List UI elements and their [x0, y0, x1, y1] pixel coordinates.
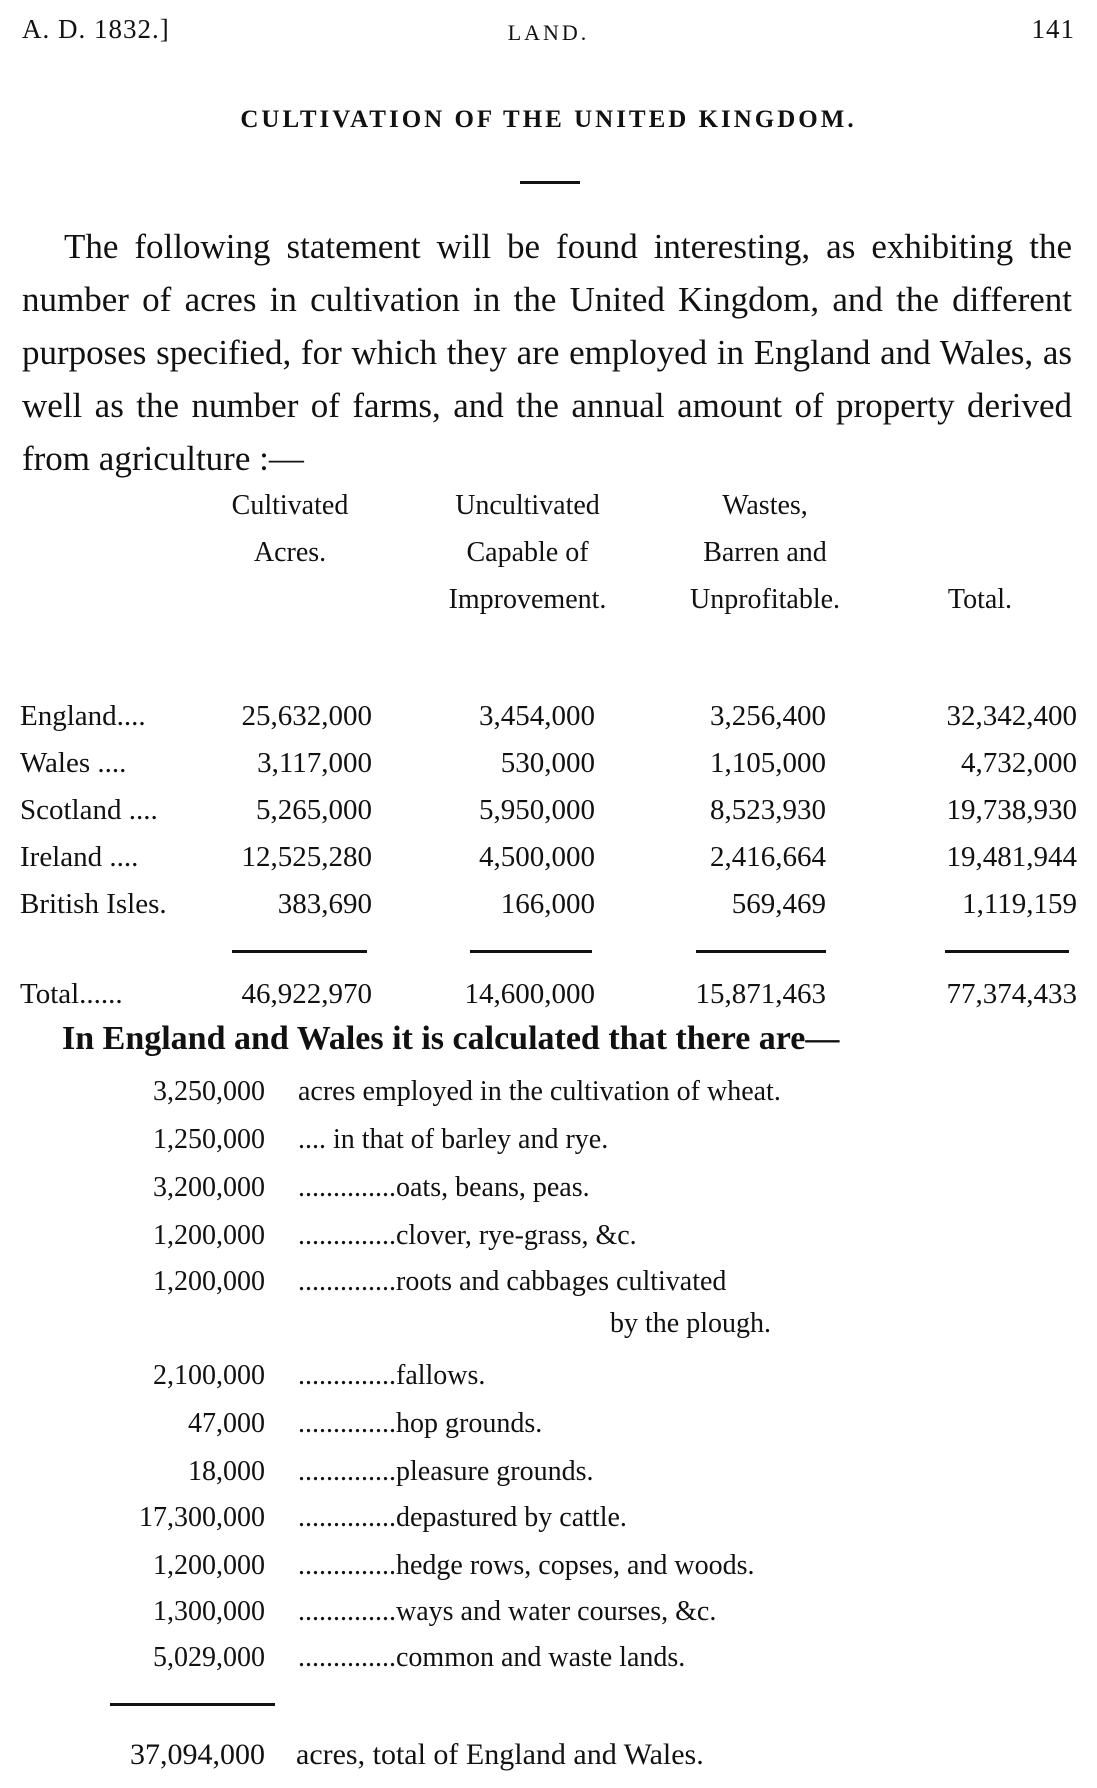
header-line: Total. — [947, 584, 1013, 615]
uncultivated-value: 166,000 — [500, 888, 595, 920]
header-line: Unprofitable. — [689, 584, 841, 615]
list-item — [0, 1596, 1097, 1644]
list-item — [0, 1550, 1097, 1598]
list-item — [0, 1456, 1097, 1504]
table-row — [0, 888, 1097, 934]
page-title: CULTIVATION OF THE UNITED KINGDOM. — [240, 106, 857, 133]
column-header-total — [880, 576, 1080, 623]
acre-value: 3,200,000 — [153, 1172, 265, 1203]
intro-paragraph: The following statement will be found interesting, as exhibiting the number of acres in cultivation in the United Kingdom, and the different purposes specified, for which they are employed in England and Wales, as well as the number of farms, and the annual amount of property derived from agriculture :— — [22, 227, 1072, 478]
list-item — [0, 1642, 1097, 1690]
table-row — [0, 700, 1097, 746]
wastes-value: 1,105,000 — [710, 747, 826, 779]
acre-value: 1,200,000 — [153, 1550, 265, 1581]
uncultivated-value: 4,500,000 — [479, 841, 595, 873]
uncultivated-value: 5,950,000 — [479, 794, 595, 826]
total-value: 19,738,930 — [946, 794, 1077, 826]
row-label: Wales .... — [20, 747, 127, 779]
uncultivated-value: 14,600,000 — [464, 978, 595, 1010]
table-total-row — [0, 978, 1097, 1024]
header-line: Acres. — [253, 537, 327, 568]
column-header-cultivated — [190, 482, 390, 576]
list-item — [0, 1502, 1097, 1550]
table-row — [0, 841, 1097, 887]
list-item — [0, 1360, 1097, 1408]
acre-purpose: ..............hop grounds. — [298, 1408, 543, 1439]
running-header-date: A. D. 1832.] — [22, 14, 170, 44]
acre-purpose: ..............clover, rye-grass, &c. — [298, 1220, 637, 1251]
acre-value: 3,250,000 — [153, 1076, 265, 1107]
table-row — [0, 794, 1097, 840]
cultivated-value: 25,632,000 — [241, 700, 372, 732]
acre-value: 1,300,000 — [153, 1596, 265, 1627]
header-line: Cultivated — [231, 490, 349, 521]
header-line: Uncultivated — [455, 490, 600, 521]
acre-purpose: ..............oats, beans, peas. — [298, 1172, 590, 1203]
acre-purpose: ..............common and waste lands. — [298, 1642, 686, 1673]
acre-value: 1,250,000 — [153, 1124, 265, 1155]
cultivated-value: 3,117,000 — [257, 747, 372, 779]
list-item — [0, 1172, 1097, 1220]
acre-purpose: .... in that of barley and rye. — [298, 1124, 609, 1155]
table-row — [0, 747, 1097, 793]
column-header-uncultivated — [405, 482, 650, 623]
wastes-value: 3,256,400 — [710, 700, 826, 732]
summary-value: 37,094,000 — [130, 1738, 265, 1771]
sum-rule — [110, 1703, 275, 1706]
acre-value: 1,200,000 — [153, 1266, 265, 1297]
list-item — [0, 1124, 1097, 1172]
list-item — [0, 1220, 1097, 1268]
header-line: Capable of — [466, 537, 589, 568]
acre-purpose: acres employed in the cultivation of wheat. — [298, 1076, 781, 1107]
acre-purpose: ..............roots and cabbages cultivated — [298, 1266, 727, 1297]
acre-purpose: ..............hedge rows, copses, and woods. — [298, 1550, 755, 1581]
wastes-value: 569,469 — [731, 888, 826, 920]
acre-value: 1,200,000 — [153, 1220, 265, 1251]
total-value: 4,732,000 — [961, 747, 1077, 779]
cultivated-value: 46,922,970 — [241, 978, 372, 1010]
wastes-value: 15,871,463 — [695, 978, 826, 1010]
total-value: 32,342,400 — [946, 700, 1077, 732]
acre-purpose: ..............ways and water courses, &c. — [298, 1596, 717, 1627]
uncultivated-value: 530,000 — [500, 747, 595, 779]
total-value: 77,374,433 — [946, 978, 1077, 1010]
header-line: Wastes, — [722, 490, 808, 521]
running-header-section: LAND. — [507, 20, 590, 45]
uncultivated-value: 3,454,000 — [479, 700, 595, 732]
wastes-value: 2,416,664 — [710, 841, 826, 873]
sum-rule — [945, 950, 1069, 953]
title-divider — [520, 181, 580, 184]
list-item — [0, 1408, 1097, 1456]
acre-value: 5,029,000 — [153, 1642, 265, 1673]
acre-purpose: ..............pleasure grounds. — [298, 1456, 594, 1487]
acre-value: 17,300,000 — [139, 1502, 265, 1533]
cultivated-value: 5,265,000 — [256, 794, 372, 826]
cultivated-value: 12,525,280 — [241, 841, 372, 873]
row-label: England.... — [20, 700, 146, 732]
list-item — [0, 1076, 1097, 1124]
total-value: 19,481,944 — [946, 841, 1077, 873]
sum-rule — [696, 950, 826, 953]
row-label: Total...... — [20, 978, 123, 1010]
acre-value: 2,100,000 — [153, 1360, 265, 1391]
cultivated-value: 383,690 — [277, 888, 372, 920]
header-line: Improvement. — [448, 584, 607, 615]
acre-purpose: ..............fallows. — [298, 1360, 486, 1391]
subheading: In England and Wales it is calculated that there are— — [62, 1020, 840, 1057]
list-item — [0, 1266, 1097, 1314]
summary-text: acres, total of England and Wales. — [296, 1738, 704, 1771]
row-label: British Isles. — [20, 888, 167, 920]
row-label: Scotland .... — [20, 794, 158, 826]
acre-value: 18,000 — [188, 1456, 265, 1487]
header-line: Barren and — [703, 537, 827, 568]
acre-purpose: ..............depastured by cattle. — [298, 1502, 627, 1533]
page-number: 141 — [1031, 14, 1075, 44]
row-label: Ireland .... — [20, 841, 139, 873]
sum-rule — [232, 950, 367, 953]
sum-rule — [470, 950, 592, 953]
total-value: 1,119,159 — [962, 888, 1077, 920]
wastes-value: 8,523,930 — [710, 794, 826, 826]
acre-value: 47,000 — [188, 1408, 265, 1439]
list-item-continuation: by the plough. — [610, 1308, 771, 1339]
column-header-wastes — [650, 482, 880, 623]
